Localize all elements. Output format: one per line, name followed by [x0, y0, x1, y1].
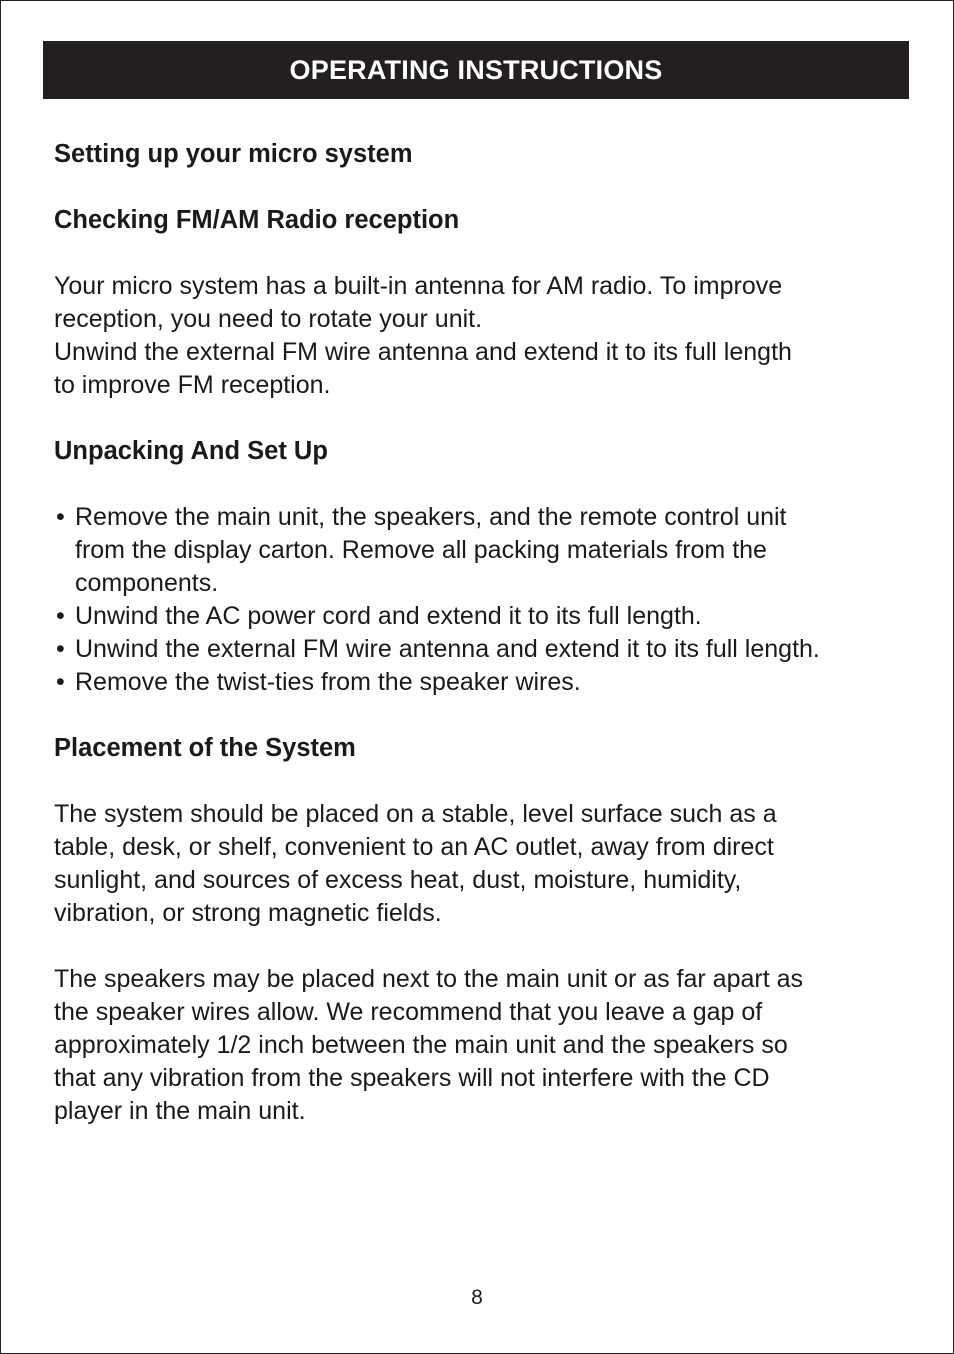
bullet-icon: •	[56, 602, 65, 630]
setup-title: Setting up your micro system	[54, 140, 413, 168]
text-line: sunlight, and sources of excess heat, dust, moisture, humidity,	[54, 866, 742, 894]
text-line: Remove the main unit, the speakers, and the remote control unit	[75, 503, 787, 531]
radio-heading: Checking FM/AM Radio reception	[54, 206, 460, 234]
placement-heading: Placement of the System	[54, 734, 356, 762]
section-header-title: OPERATING INSTRUCTIONS	[289, 54, 663, 85]
text-line: Unwind the external FM wire antenna and extend it to its full length.	[75, 635, 820, 663]
page-number: 8	[471, 1286, 483, 1309]
text-line: The system should be placed on a stable, level surface such as a	[54, 800, 777, 828]
bullet-icon: •	[56, 668, 65, 696]
list-item	[54, 501, 904, 600]
unpacking-list	[54, 501, 904, 699]
text-line: reception, you need to rotate your unit.	[54, 305, 483, 333]
section-header-bar	[43, 41, 909, 99]
text-line: to improve FM reception.	[54, 371, 331, 399]
text-line: vibration, or strong magnetic fields.	[54, 899, 442, 927]
text-line: approximately 1/2 inch between the main unit and the speakers so	[54, 1031, 788, 1059]
bullet-icon: •	[56, 503, 65, 531]
radio-paragraph-2	[54, 336, 904, 402]
text-line: player in the main unit.	[54, 1097, 306, 1125]
text-line: Remove the twist-ties from the speaker wires.	[75, 668, 581, 696]
placement-paragraph-2	[54, 963, 904, 1128]
list-item	[54, 666, 904, 699]
page-content	[54, 138, 904, 1128]
text-line: components.	[75, 569, 219, 597]
text-line: The speakers may be placed next to the main unit or as far apart as	[54, 965, 804, 993]
radio-paragraph-1	[54, 270, 904, 336]
list-item	[54, 600, 904, 633]
bullet-icon: •	[56, 635, 65, 663]
text-line: from the display carton. Remove all packing materials from the	[75, 536, 767, 564]
text-line: Unwind the AC power cord and extend it to its full length.	[75, 602, 702, 630]
placement-paragraph-1	[54, 798, 904, 930]
text-line: table, desk, or shelf, convenient to an AC outlet, away from direct	[54, 833, 774, 861]
text-line: Your micro system has a built-in antenna for AM radio. To improve	[54, 272, 783, 300]
text-line: the speaker wires allow. We recommend that you leave a gap of	[54, 998, 763, 1026]
text-line: that any vibration from the speakers will not interfere with the CD	[54, 1064, 770, 1092]
text-line: Unwind the external FM wire antenna and extend it to its full length	[54, 338, 792, 366]
list-item	[54, 633, 904, 666]
unpacking-heading: Unpacking And Set Up	[54, 437, 328, 465]
